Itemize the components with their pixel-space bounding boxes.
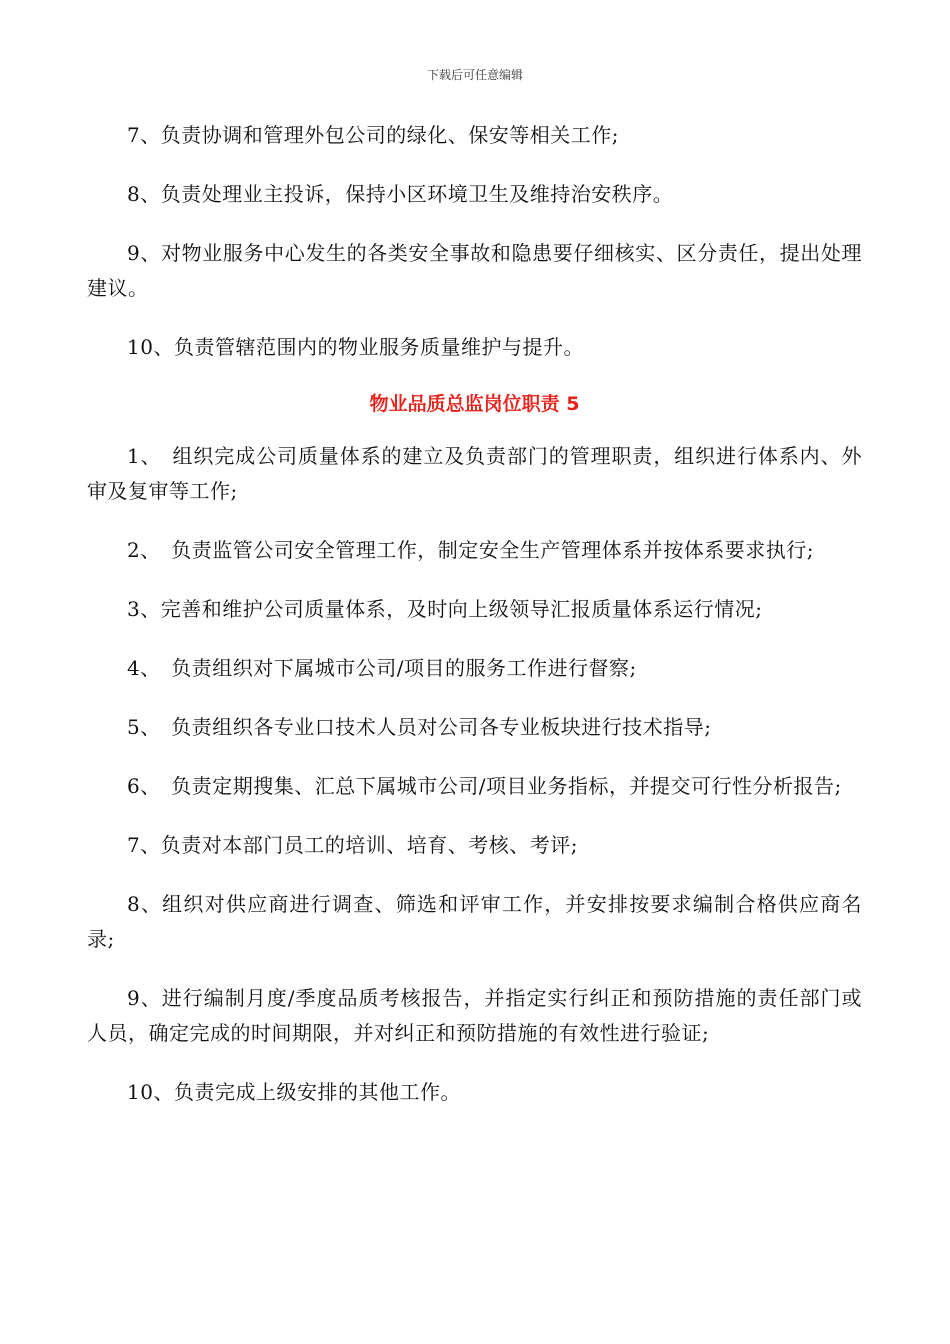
duty-item: 7、负责对本部门员工的培训、培育、考核、考评;: [127, 833, 578, 857]
duty-item: 8、组织对供应商进行调查、筛选和评审工作，并安排按要求编制合格供应商名录;: [87, 892, 862, 951]
section-previous-duties: [87, 118, 862, 365]
duty-item: 8、负责处理业主投诉，保持小区环境卫生及维持治安秩序。: [127, 182, 674, 206]
duty-item: 6、 负责定期搜集、汇总下属城市公司/项目业务指标，并提交可行性分析报告;: [127, 774, 842, 798]
duty-item: 1、 组织完成公司质量体系的建立及负责部门的管理职责，组织进行体系内、外审及复审等工作;: [87, 444, 862, 503]
duty-item: 3、完善和维护公司质量体系，及时向上级领导汇报质量体系运行情况;: [127, 597, 763, 621]
duty-item: 10、负责管辖范围内的物业服务质量维护与提升。: [127, 335, 584, 359]
duty-item: 5、 负责组织各专业口技术人员对公司各专业板块进行技术指导;: [127, 715, 712, 739]
duty-item: 10、负责完成上级安排的其他工作。: [127, 1080, 461, 1104]
duty-item: 4、 负责组织对下属城市公司/项目的服务工作进行督察;: [127, 656, 637, 680]
duty-item: 9、对物业服务中心发生的各类安全事故和隐患要仔细核实、区分责任，提出处理建议。: [87, 241, 862, 300]
duty-item: 9、进行编制月度/季度品质考核报告，并指定实行纠正和预防措施的责任部门或人员，确定完成的时间期限，并对纠正和预防措施的有效性进行验证;: [87, 986, 862, 1045]
section-title: 物业品质总监岗位职责 5: [369, 393, 580, 415]
header-note: 下载后可任意编辑: [426, 68, 523, 82]
document-body: [87, 118, 862, 1134]
duty-item: 7、负责协调和管理外包公司的绿化、保安等相关工作;: [127, 123, 619, 147]
section-quality-director-duties: [87, 439, 862, 1110]
duty-item: 2、 负责监管公司安全管理工作，制定安全生产管理体系并按体系要求执行;: [127, 538, 814, 562]
